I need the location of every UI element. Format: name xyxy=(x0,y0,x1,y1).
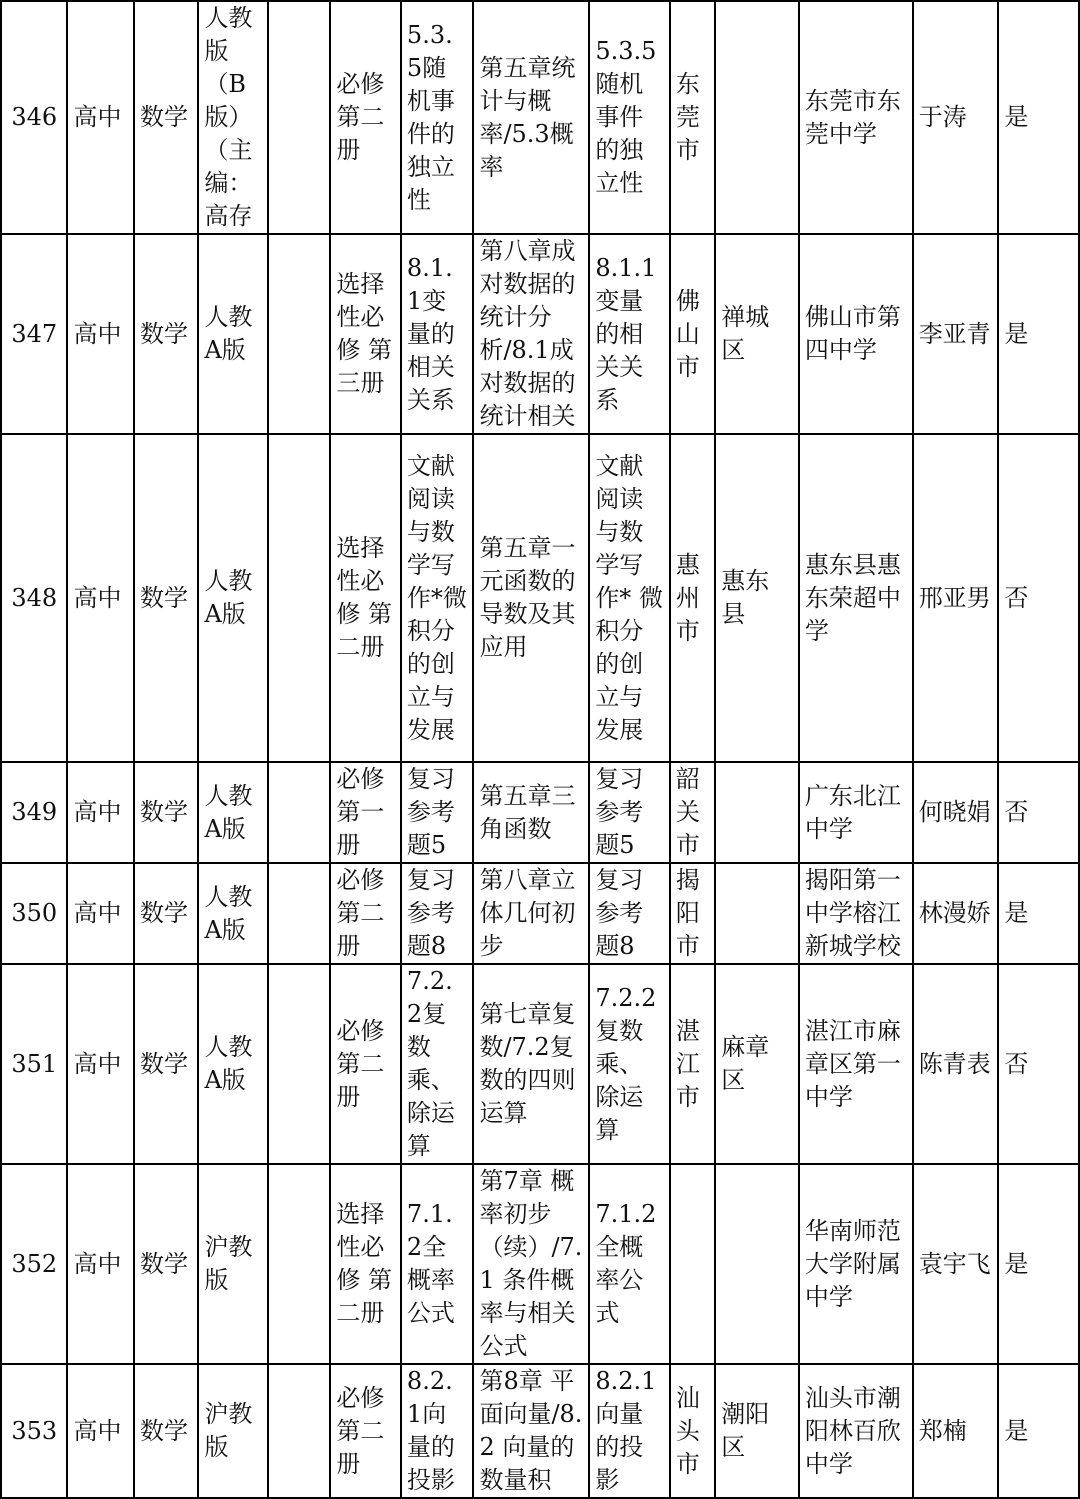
subject: 数学 xyxy=(134,1,198,234)
table-row xyxy=(1,234,1079,434)
lesson-title: 7.1.2全概率公式 xyxy=(589,1164,670,1364)
yes-no-flag: 是 xyxy=(998,1,1079,234)
chapter: 第五章三角函数 xyxy=(473,762,589,863)
volume: 必修第二册 xyxy=(330,1364,401,1498)
school-level: 高中 xyxy=(67,1364,133,1498)
lesson-section: 7.2.2复数乘、除运算 xyxy=(401,964,474,1164)
school-name: 广东北江中学 xyxy=(799,762,913,863)
volume: 必修第二册 xyxy=(330,1,401,234)
empty-cell xyxy=(268,1364,330,1498)
textbook-edition: 沪教版 xyxy=(198,1164,268,1364)
textbook-edition: 人教A版 xyxy=(198,762,268,863)
school-level: 高中 xyxy=(67,762,133,863)
lesson-section: 8.1.1变量的相关关系 xyxy=(401,234,474,434)
teacher-name: 于涛 xyxy=(913,1,999,234)
school-level: 高中 xyxy=(67,434,133,762)
subject: 数学 xyxy=(134,234,198,434)
teacher-name: 何晓娟 xyxy=(913,762,999,863)
lesson-title: 文献阅读与数学写作* 微积分的创立与发展 xyxy=(589,434,670,762)
city: 汕头市 xyxy=(670,1364,715,1498)
teacher-name: 李亚青 xyxy=(913,234,999,434)
textbook-edition: 人教A版 xyxy=(198,863,268,964)
district xyxy=(715,762,799,863)
lesson-title: 复习参考题8 xyxy=(589,863,670,964)
textbook-edition: 人教A版 xyxy=(198,964,268,1164)
teacher-name: 郑楠 xyxy=(913,1364,999,1498)
school-name: 湛江市麻章区第一中学 xyxy=(799,964,913,1164)
empty-cell xyxy=(268,762,330,863)
yes-no-flag: 是 xyxy=(998,863,1079,964)
empty-cell xyxy=(268,234,330,434)
volume: 必修第一册 xyxy=(330,762,401,863)
chapter: 第八章成对数据的统计分析/8.1成对数据的统计相关 xyxy=(473,234,589,434)
school-level: 高中 xyxy=(67,1164,133,1364)
chapter: 第7章 概率初步（续）/7.1 条件概率与相关公式 xyxy=(473,1164,589,1364)
textbook-edition: 沪教版 xyxy=(198,1364,268,1498)
district xyxy=(715,863,799,964)
lesson-section: 文献阅读与数学写作*微积分的创立与发展 xyxy=(401,434,474,762)
city: 惠州市 xyxy=(670,434,715,762)
subject: 数学 xyxy=(134,762,198,863)
chapter: 第五章统计与概率/5.3概率 xyxy=(473,1,589,234)
yes-no-flag: 是 xyxy=(998,1364,1079,1498)
row-number: 349 xyxy=(1,762,67,863)
table-row xyxy=(1,1364,1079,1498)
row-number: 351 xyxy=(1,964,67,1164)
empty-cell xyxy=(268,434,330,762)
lesson-title: 8.2.1向量的投影 xyxy=(589,1364,670,1498)
subject: 数学 xyxy=(134,1164,198,1364)
lesson-title: 5.3.5随机事件的独立性 xyxy=(589,1,670,234)
school-name: 华南师范大学附属中学 xyxy=(799,1164,913,1364)
school-level: 高中 xyxy=(67,234,133,434)
chapter: 第八章立体几何初步 xyxy=(473,863,589,964)
subject: 数学 xyxy=(134,964,198,1164)
city: 韶关市 xyxy=(670,762,715,863)
school-name: 惠东县惠东荣超中学 xyxy=(799,434,913,762)
district: 潮阳区 xyxy=(715,1364,799,1498)
volume: 选择性必修 第二册 xyxy=(330,434,401,762)
school-level: 高中 xyxy=(67,1,133,234)
volume: 必修第二册 xyxy=(330,863,401,964)
textbook-edition: 人教版（B版）（主编：高存 xyxy=(198,1,268,234)
chapter: 第七章复数/7.2复数的四则运算 xyxy=(473,964,589,1164)
table-row xyxy=(1,1164,1079,1364)
yes-no-flag: 否 xyxy=(998,964,1079,1164)
table-row xyxy=(1,1,1079,234)
district: 禅城区 xyxy=(715,234,799,434)
teacher-name: 邢亚男 xyxy=(913,434,999,762)
city: 佛山市 xyxy=(670,234,715,434)
lesson-title: 复习参考题5 xyxy=(589,762,670,863)
table-row xyxy=(1,434,1079,762)
school-name: 汕头市潮阳林百欣中学 xyxy=(799,1364,913,1498)
empty-cell xyxy=(268,863,330,964)
teacher-name: 陈青表 xyxy=(913,964,999,1164)
lesson-section: 8.2.1向量的投影 xyxy=(401,1364,474,1498)
lesson-section: 7.1.2全概率公式 xyxy=(401,1164,474,1364)
subject: 数学 xyxy=(134,434,198,762)
district: 惠东县 xyxy=(715,434,799,762)
city: 湛江市 xyxy=(670,964,715,1164)
district xyxy=(715,1164,799,1364)
city xyxy=(670,1164,715,1364)
row-number: 346 xyxy=(1,1,67,234)
row-number: 352 xyxy=(1,1164,67,1364)
lesson-section: 复习参考题8 xyxy=(401,863,474,964)
volume: 必修第二册 xyxy=(330,964,401,1164)
row-number: 350 xyxy=(1,863,67,964)
chapter: 第五章一元函数的导数及其应用 xyxy=(473,434,589,762)
row-number: 347 xyxy=(1,234,67,434)
table-row xyxy=(1,762,1079,863)
district: 麻章区 xyxy=(715,964,799,1164)
school-level: 高中 xyxy=(67,964,133,1164)
table-row xyxy=(1,863,1079,964)
row-number: 348 xyxy=(1,434,67,762)
empty-cell xyxy=(268,964,330,1164)
volume: 选择性必修 第二册 xyxy=(330,1164,401,1364)
volume: 选择性必修 第三册 xyxy=(330,234,401,434)
lesson-title: 8.1.1变量的相关关系 xyxy=(589,234,670,434)
empty-cell xyxy=(268,1164,330,1364)
district xyxy=(715,1,799,234)
table-row xyxy=(1,964,1079,1164)
city: 揭阳市 xyxy=(670,863,715,964)
textbook-edition: 人教A版 xyxy=(198,234,268,434)
chapter: 第8章 平面向量/8.2 向量的数量积 xyxy=(473,1364,589,1498)
school-name: 揭阳第一中学榕江新城学校 xyxy=(799,863,913,964)
school-level: 高中 xyxy=(67,863,133,964)
textbook-edition: 人教A版 xyxy=(198,434,268,762)
empty-cell xyxy=(268,1,330,234)
subject: 数学 xyxy=(134,863,198,964)
lesson-section: 5.3.5随机事件的独立性 xyxy=(401,1,474,234)
yes-no-flag: 是 xyxy=(998,1164,1079,1364)
subject: 数学 xyxy=(134,1364,198,1498)
yes-no-flag: 否 xyxy=(998,762,1079,863)
city: 东莞市 xyxy=(670,1,715,234)
teacher-name: 林漫娇 xyxy=(913,863,999,964)
school-name: 东莞市东莞中学 xyxy=(799,1,913,234)
lesson-section: 复习参考题5 xyxy=(401,762,474,863)
school-name: 佛山市第四中学 xyxy=(799,234,913,434)
row-number: 353 xyxy=(1,1364,67,1498)
yes-no-flag: 是 xyxy=(998,234,1079,434)
yes-no-flag: 否 xyxy=(998,434,1079,762)
lesson-title: 7.2.2复数乘、除运算 xyxy=(589,964,670,1164)
teacher-name: 袁宇飞 xyxy=(913,1164,999,1364)
